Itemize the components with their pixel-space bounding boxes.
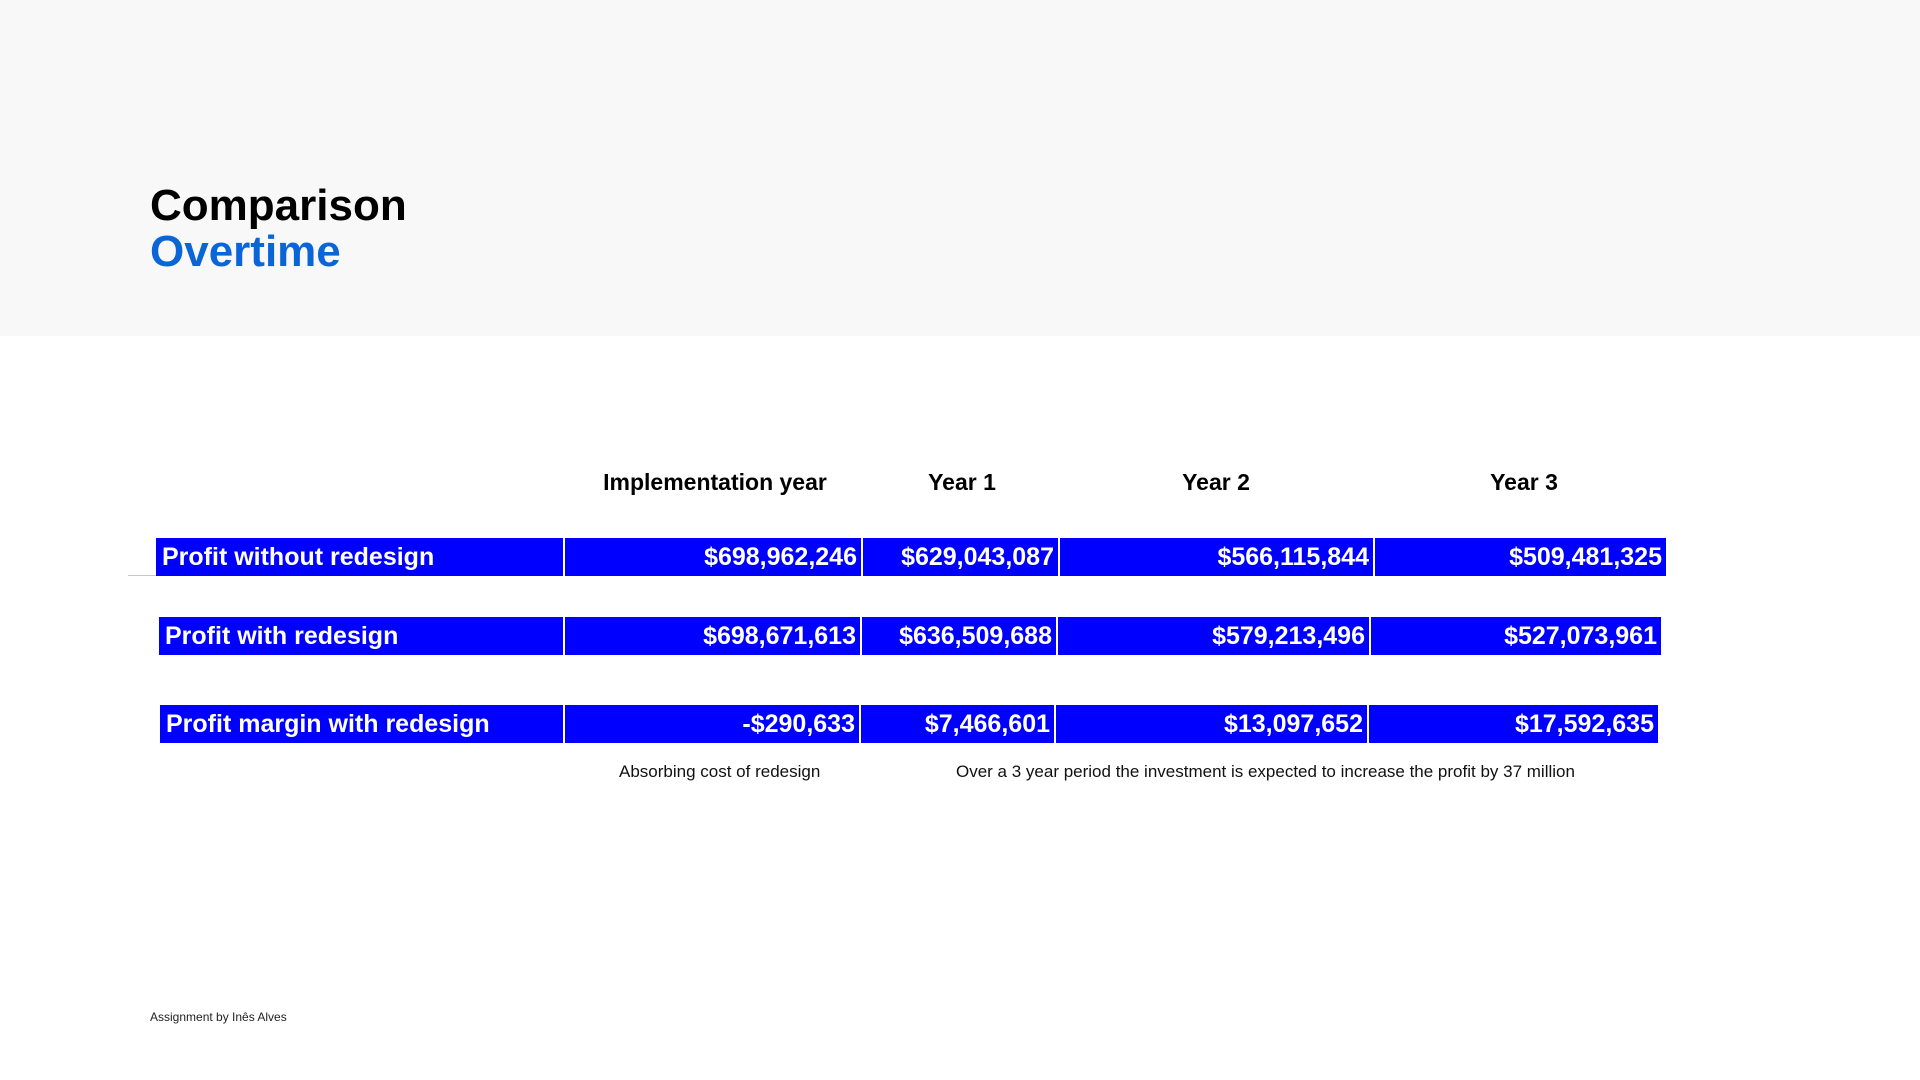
table-row-profit-without-redesign bbox=[0, 538, 1920, 576]
cell-year-2: $566,115,844 bbox=[1060, 538, 1373, 576]
cell-implementation-year: $698,962,246 bbox=[565, 538, 861, 576]
table-row-profit-margin-with-redesign bbox=[0, 705, 1920, 743]
header-band bbox=[0, 0, 1920, 336]
table-row-profit-with-redesign bbox=[0, 617, 1920, 655]
title-comparison: Comparison bbox=[150, 181, 407, 230]
cell-year-3: $17,592,635 bbox=[1369, 705, 1658, 743]
cell-year-2: $579,213,496 bbox=[1058, 617, 1369, 655]
row-label: Profit margin with redesign bbox=[160, 705, 563, 743]
column-header-year-2: Year 2 bbox=[1182, 469, 1250, 495]
title-overtime: Overtime bbox=[150, 227, 341, 276]
cell-year-2: $13,097,652 bbox=[1056, 705, 1367, 743]
cell-year-1: $7,466,601 bbox=[861, 705, 1054, 743]
column-header-implementation-year: Implementation year bbox=[603, 469, 827, 495]
cell-year-1: $636,509,688 bbox=[862, 617, 1056, 655]
cell-implementation-year: -$290,633 bbox=[565, 705, 859, 743]
cell-year-3: $509,481,325 bbox=[1375, 538, 1666, 576]
note-implementation: Absorbing cost of redesign bbox=[619, 762, 821, 781]
cell-year-1: $629,043,087 bbox=[863, 538, 1058, 576]
cell-year-3: $527,073,961 bbox=[1371, 617, 1661, 655]
footer-credit: Assignment by Inês Alves bbox=[150, 1010, 287, 1024]
row-label: Profit with redesign bbox=[159, 617, 563, 655]
column-header-year-1: Year 1 bbox=[928, 469, 996, 495]
row-label: Profit without redesign bbox=[156, 538, 563, 576]
cell-implementation-year: $698,671,613 bbox=[565, 617, 860, 655]
note-investment-period: Over a 3 year period the investment is expected to increase the profit by 37 million bbox=[956, 762, 1575, 781]
column-header-year-3: Year 3 bbox=[1490, 469, 1558, 495]
